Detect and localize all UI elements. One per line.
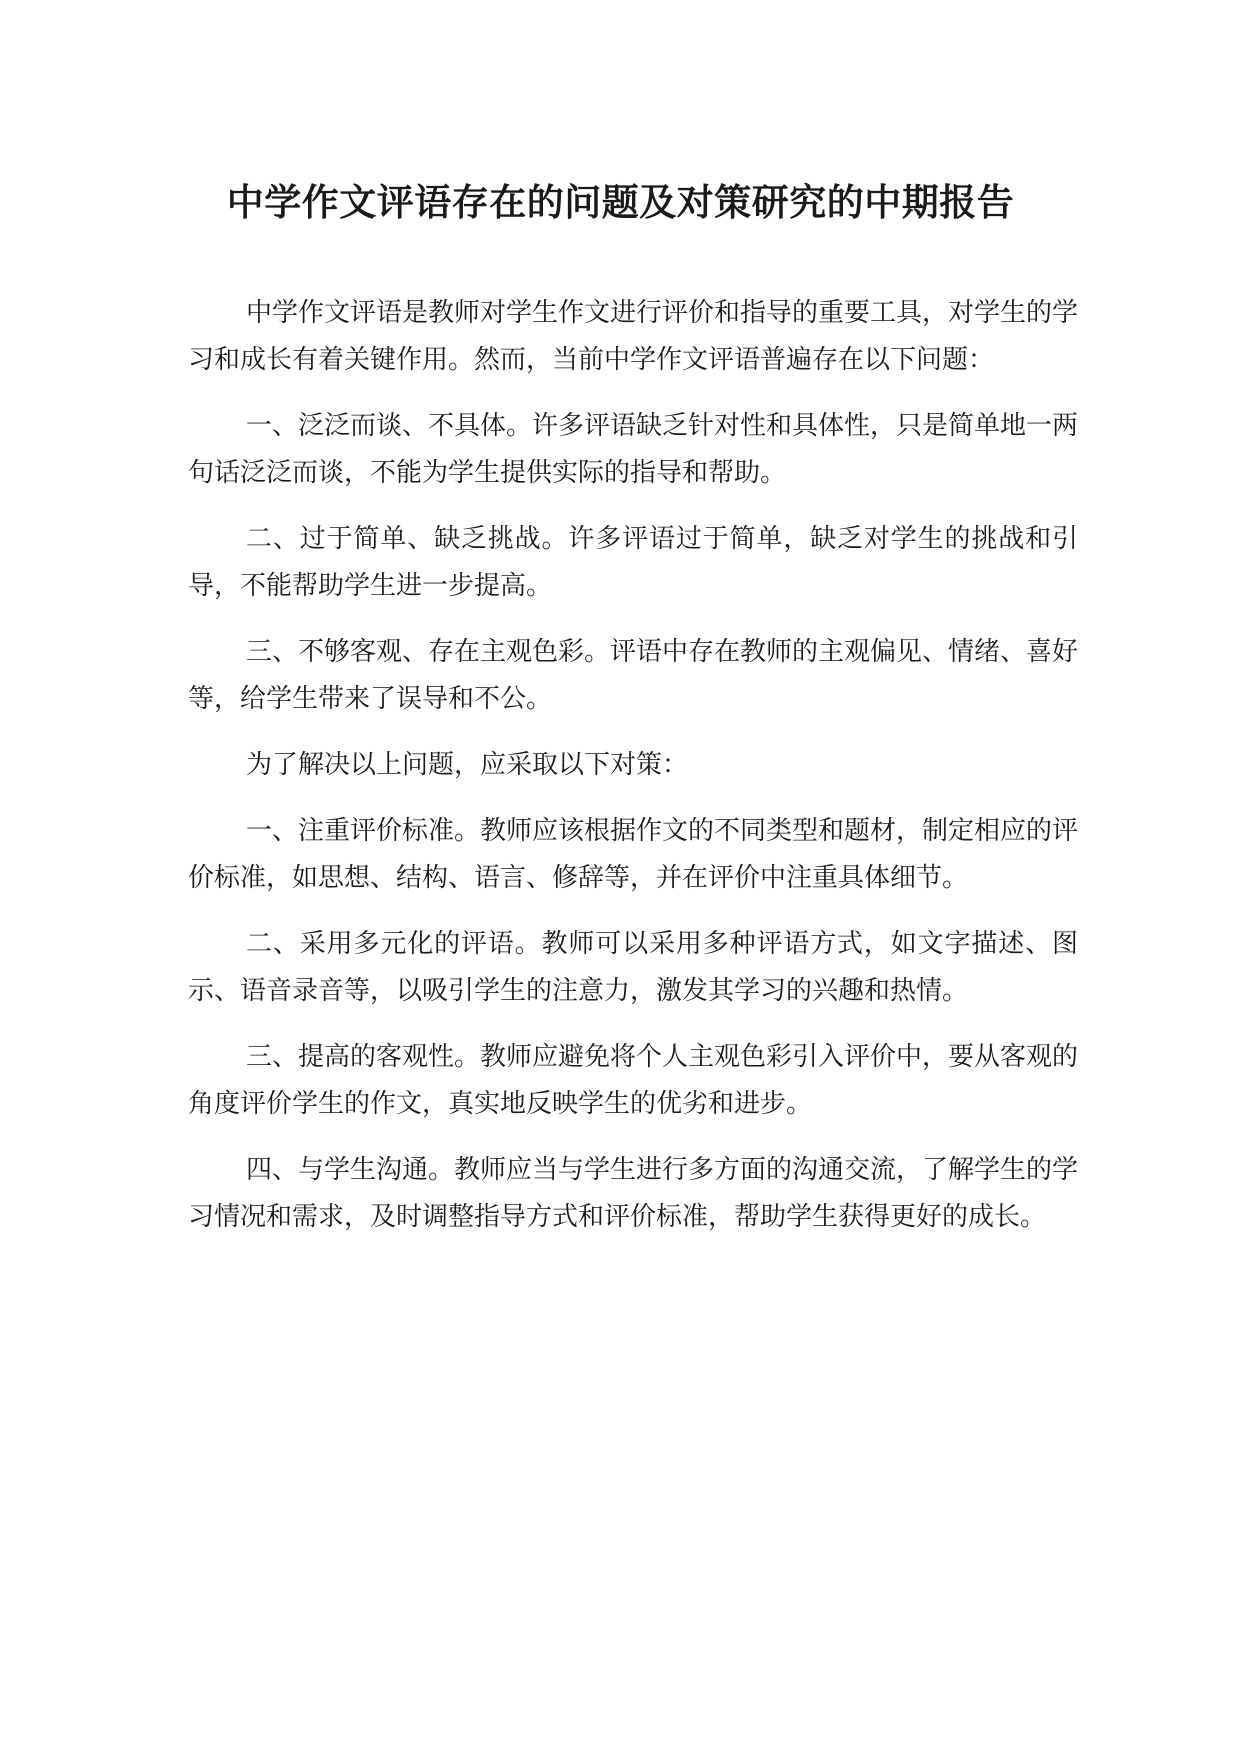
paragraph-countermeasure-2: 二、采用多元化的评语。教师可以采用多种评语方式，如文字描述、图示、语音录音等，以吸引学生的注意力，激发其学习的兴趣和热情。 [188,929,1078,1006]
paragraph-problem-1: 一、泛泛而谈、不具体。许多评语缺乏针对性和具体性，只是简单地一两句话泛泛而谈，不能为学生提供实际的指导和帮助。 [188,411,1079,488]
document-title: 中学作文评语存在的问题及对策研究的中期报告 [226,181,1015,224]
paragraph-countermeasure-1: 一、注重评价标准。教师应该根据作文的不同类型和题材，制定相应的评价标准，如思想、结构、语言、修辞等，并在评价中注重具体细节。 [188,816,1079,893]
paragraph-problem-3: 三、不够客观、存在主观色彩。评语中存在教师的主观偏见、情绪、喜好等，给学生带来了误导和不公。 [188,637,1079,714]
paragraph-countermeasures-intro: 为了解决以上问题，应采取以下对策： [246,750,689,780]
paragraph-countermeasure-3: 三、提高的客观性。教师应避免将个人主观色彩引入评价中，要从客观的角度评价学生的作文，真实地反映学生的优劣和进步。 [188,1042,1079,1119]
document-body [188,290,1078,1260]
paragraph-intro: 中学作文评语是教师对学生作文进行评价和指导的重要工具，对学生的学习和成长有着关键作用。然而，当前中学作文评语普遍存在以下问题： [188,298,1079,375]
paragraph-countermeasure-4: 四、与学生沟通。教师应当与学生进行多方面的沟通交流，了解学生的学习情况和需求，及时调整指导方式和评价标准，帮助学生获得更好的成长。 [188,1155,1079,1232]
paragraph-problem-2: 二、过于简单、缺乏挑战。许多评语过于简单，缺乏对学生的挑战和引导，不能帮助学生进一步提高。 [188,524,1078,601]
